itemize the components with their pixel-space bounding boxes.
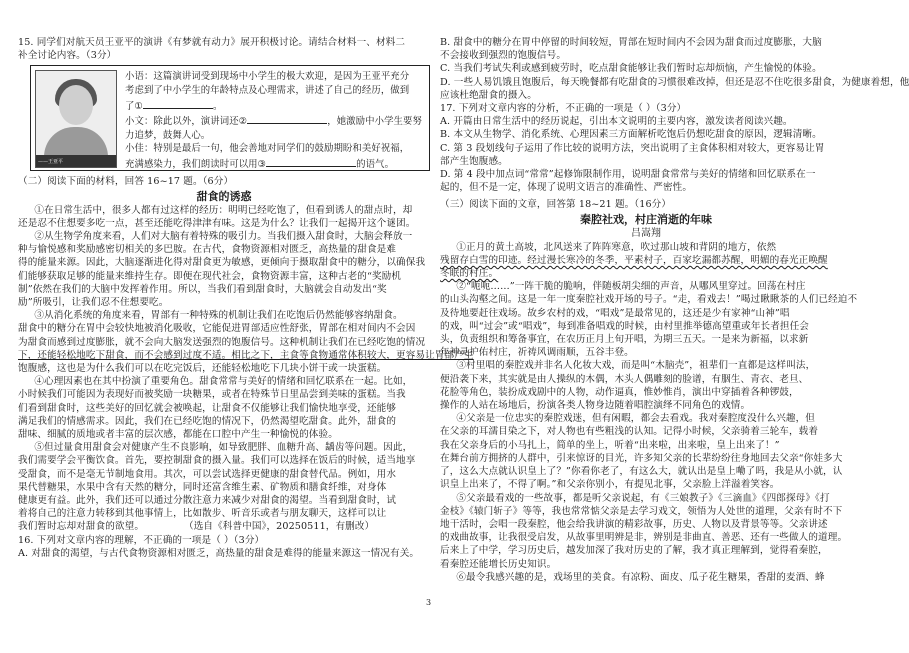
q16-option-b-cont: 不会接收到强烈的饱腹信号。 xyxy=(440,50,567,62)
paragraph-line: 健康更有益。此外，我们还可以通过分散注意力来减少对甜食的渴望。当看到甜食时，试 xyxy=(18,495,397,507)
q17-option-c-cont: 部产生饱腹感。 xyxy=(440,155,508,167)
paragraph-line: 为甜食而感到过度膨胀，就不会向大脑发送强烈的饱腹信号。这种机制让我们在已经吃饱的情况 xyxy=(18,336,426,348)
section3-heading: （三）阅读下面的文章，回答第 18~21 题。（16分） xyxy=(440,199,672,211)
q16-option-d: D. 一些人易饥饿且饱腹后，每天晚餐都有吃甜食的习惯很难改掉，但还是忍不住吃很多甜食，为健康着想，他 xyxy=(440,76,909,88)
article-author: 吕嵩翔 xyxy=(631,227,661,239)
paragraph-line: ⑤父亲最看戏的一些故事，都是听父亲说起，有《三娘教子》《三滴血》《四郎探母》《打 xyxy=(456,492,830,504)
paragraph-line: 头，负责组织和筹备事宜，在农历正月上旬开唱，为期三五天。一是来为新福，以求新 xyxy=(440,334,809,346)
paragraph-line: 操作的人站在场地后，扮演各类人物身边随着唱腔演绎不同角色的戏情。 xyxy=(440,400,751,412)
paragraph-line: 甜味、细腻的质地或者丰富的层次感，都能在口腔中产生一种愉悦的体验。 xyxy=(18,429,338,441)
right-column xyxy=(440,36,909,653)
paragraph-line: 励”所吸引，让我们忍不住想要吃。 xyxy=(18,297,169,309)
paragraph-line-last: 我们暂时忘却对甜食的欲望。 （选自《科普中国》，20250511，有删改） xyxy=(18,521,375,533)
paragraph-line: ③村里唱的秦腔戏并非名人化妆大戏，而是叫“木脑壳”，祖辈们一直都是这样叫法， xyxy=(456,360,816,372)
dialog-line: 小语：这篇演讲词受到现场中小学生的极大欢迎，是因为王亚平充分 xyxy=(125,71,410,83)
page-number: 3 xyxy=(426,598,432,607)
paragraph-line: 们看到甜食时，这些美好的回忆就会被唤起，让甜食不仅能够让我们愉快地享受，还能够 xyxy=(18,402,397,414)
paragraph-line: ⑥最令我感兴趣的是，戏场里的美食。有凉粉、面皮、瓜子花生糖果，香甜的麦酒、蜂 xyxy=(456,571,825,583)
paragraph-line: 着将自己的注意力转移到其他事情上，比如散步、听音乐或者与朋友聊天，这样可以让 xyxy=(18,508,387,520)
source-note: （选自《科普中国》，20250511，有删改） xyxy=(184,521,375,533)
dialog-line-blank2: 小文：除此以外，演讲词还② ，她激励中小学生要努 xyxy=(125,113,425,129)
paragraph-line: 满足我们的情感需求。因此，我们在已经吃饱的情况下，仍然渴望吃甜食。此外，甜食的 xyxy=(18,415,397,427)
q15-stem-cont: 补全讨论内容。（3分） xyxy=(18,50,117,62)
q16-option-b: B. 甜食中的糖分在胃中停留的时间较短，胃部在短时间内不会因为甜食而过度膨胀，大脑 xyxy=(440,37,822,48)
wavy-underlined-line: 残留存白雪的印迹。经过漫长寒冷的冬季，平素村子，百家圪漏都苏醒，明媚的春光正唤醒 xyxy=(440,254,828,266)
paragraph-line: ②从生物学角度来看，人们对大脑有着特殊的吸引力。当我们摄入甜食时，大脑会释放一 xyxy=(34,231,413,243)
paragraph-line: 了，这么大点就认识皇上了？”你看你老了，有这么大，就认出是皇上嘞了吗，我是从小就，认 xyxy=(440,466,843,478)
wavy-underlined-line: 冬眠的村庄。 xyxy=(440,268,499,280)
dialog-line: 力追梦，鼓舞人心。 xyxy=(125,129,211,141)
dialog-line-blank1: 了① 。 xyxy=(125,98,425,114)
q17-option-b: B. 本文从生物学、消化系统、心理因素三方面解析吃饱后仍想吃甜食的原因，逻辑清晰。 xyxy=(440,129,822,141)
q17-option-d-cont: 起的，但不是一定，体现了说明文语言的准确性、严密性。 xyxy=(440,182,693,194)
paragraph-line: 我们需要学会平衡饮食。首先，要控制甜食的摄入量。我们可以选择在饭后的时候，适当地享 xyxy=(18,455,416,467)
article-title: 甜食的诱惑 xyxy=(196,189,252,203)
paragraph-line: 甜食中的糖分在胃中会较快地被消化吸收，它能促进胃部适应性舒张，胃部在相对间内不会因 xyxy=(18,323,416,335)
paragraph-line: 的戏，叫“过会”或“唱戏”，每到准备唱戏的时候，由村里推举德高望重或年长者担任会 xyxy=(440,320,809,332)
paragraph-line: ②“呃呃……”一阵干脆的脆响，伴随板胡尖细的声音，从哪风里穿过。回荡在村庄 xyxy=(456,281,806,293)
dialog-line-blank3: 充满感染力，我们朗读时可以用③ 的语气。 xyxy=(125,156,425,172)
astronaut-portrait xyxy=(35,70,117,168)
paragraph-line: 受甜食，而不是毫无节制地食用。其次，可以尝试选择更健康的甜食替代品。例如，用水 xyxy=(18,468,397,480)
paragraph-line: 饱腹感，这也是为什么我们可以在吃完饭后，还能轻松地吃下几块小饼干或一块蛋糕。 xyxy=(18,363,387,375)
paragraph-line: ④心理因素也在其中扮演了重要角色。甜食常常与美好的情绪和回忆联系在一起。比如， xyxy=(34,376,413,388)
paragraph-line: 还是忍不住想要多吃一点，甚至还能吃得津津有味。这是为什么？让我们一起揭开这个谜团。 xyxy=(18,217,416,229)
q16-option-c: C. 当我们考试失利或感到疲劳时，吃点甜食能够让我们暂时忘却烦恼，产生愉悦的体验。 xyxy=(440,63,822,75)
paragraph-line: ⑤但过量食用甜食会对健康产生不良影响，如导致肥胖、血糖升高、龋齿等问题。因此， xyxy=(34,442,413,454)
paragraph-line: 金枝》《辕门斩子》等等，我也常常惦父亲是去学习戏文，领悟为人处世的道理，父亲有时不下 xyxy=(440,505,843,517)
paragraph-line: ③从消化系统的角度来看，胃部有一种特殊的机制让我们在吃饱后仍然能够容纳甜食。 xyxy=(34,310,403,322)
article-title: 秦腔社戏，村庄消逝的年味 xyxy=(580,212,712,226)
paragraph-line: 识皇上出来了，不得了啊。”和父亲你别小，有提见北事，父亲脸上洋溢着笑容。 xyxy=(440,479,780,491)
q17-option-d: D. 第 4 段中加点词“常常”起修饰限制作用，说明甜食常常与美好的情绪和回忆联系在一 xyxy=(440,169,816,181)
paragraph-line: 后来上了中学，学习历史后，越发加深了我对历史的了解，我才真正理解到，觉得看秦腔， xyxy=(440,545,828,557)
paragraph-line: 们能够获取足够的能量来维持生存。即便在现代社会，食物资源丰富，这种古老的“奖励机 xyxy=(18,270,402,282)
q15-dialog-box xyxy=(30,65,430,171)
paragraph-line: 得的能量来源。因此，大脑逐渐进化得对甜食更为敏感，更倾向于摄取甜食中的糖分，以确保我 xyxy=(18,257,426,269)
paragraph-line: 果代替糖果，水果中含有天然的糖分，同时还富含维生素、矿物质和膳食纤维，对身体 xyxy=(18,481,387,493)
dialog-line: 考虑到了中小学生的年龄特点及心理需求，讲述了自己的经历，做到 xyxy=(125,85,410,96)
paragraph-line: 便沿袭下来，其实就是由人操纵的木偶，木头人偶雕刻的脸谱，有胭生、青衣、老旦、 xyxy=(440,373,809,385)
paragraph-line: 我在父亲身后的小马扎上，简单的坐上，听着“出来啦，出来啦，皇上出来了！” xyxy=(440,439,780,451)
paragraph-line: 制”依然在我们的大脑中发挥着作用。所以，当我们看到甜食时，大脑就会自动发出“奖 xyxy=(18,283,387,295)
q17-option-a: A. 开篇由日常生活中的经历说起，引出本文说明的主要内容，激发读者阅读兴趣。 xyxy=(440,116,793,128)
portrait-caption: ——王亚平 xyxy=(38,159,64,166)
section2-heading: （二）阅读下面的材料，回答 16~17 题。（6分） xyxy=(18,176,234,188)
q15-dialog xyxy=(125,70,425,171)
q15-stem: 15. 同学们对航天员王亚平的演讲《有梦就有动力》展开积极讨论。请结合材料一、材料二 xyxy=(18,37,406,48)
answer-blank-1[interactable] xyxy=(143,98,213,109)
q17-option-c: C. 第 3 段划线句子运用了作比较的说明方法，突出说明了主食体积相对较大，更容易让胃 xyxy=(440,142,825,154)
paragraph-line: 花脸等角色，装扮成戏剧中的人物，动作逼真，惟妙惟肖，演出中穿插着各种锣鼓， xyxy=(440,386,799,398)
q16-option-d-cont: 应该杜绝甜食的摄入。 xyxy=(440,89,537,101)
paragraph-line: 年神灵护佑村庄，祈祷风调雨顺，五谷丰登。 xyxy=(440,347,634,359)
paragraph-line: 的戏曲故事，让我很受启发，从故事里明辨是非，辨别是非曲直、善恶、还有一些做人的道理。 xyxy=(440,532,848,544)
paragraph-line: 小时候我们可能因为表现好而被奖励一块糖果，或者在特殊节日里品尝到美味的蛋糕。当我 xyxy=(18,389,406,401)
answer-blank-2[interactable] xyxy=(247,113,327,124)
q16-option-a: A. 对甜食的渴望，与古代食物资源相对匮乏，高热量的甜食是难得的能量来源这一情况有关。 xyxy=(18,547,420,559)
paragraph-line: 种与愉悦感和奖励感密切相关的多巴胺。在古代，食物资源相对匮乏，高热量的甜食是难 xyxy=(18,244,397,256)
dialog-line: 小佳：特别是最后一句，他会善地对同学们的鼓励期盼和美好祝福， xyxy=(125,143,410,155)
paragraph-line: 在父亲的耳濡目染之下，对人物也有些粗浅的认知。记得小时候，父亲骑着三轮车，载着 xyxy=(440,426,819,438)
paragraph-line: 在舞台前方拥挤的人群中，引来惊讶的目光，许多知父亲的长辈纷纷往身地回去父亲“你娃多大 xyxy=(440,452,843,464)
paragraph-line: ①正月的黄土高坡，北风送来了阵阵寒意，吹过那山坡和背阴的地方，依然 xyxy=(456,241,777,253)
paragraph-line: 看秦腔还能增长历史知识。 xyxy=(440,558,557,570)
paragraph-line: ①在日常生活中，很多人都有过这样的经历：明明已经吃饱了，但看到诱人的甜点时，却 xyxy=(34,204,413,216)
answer-blank-3[interactable] xyxy=(266,156,356,167)
paragraph-line: 的山头沟壑之间。这是一年一度秦腔社戏开场的号子。“走，看戏去！”喝过瞅瞅茶的人们已经迫不 xyxy=(440,294,858,306)
paragraph-line: 地干活时，会唱一段秦腔，他会给我讲演的精彩故事，历史、人物以及背景等等。父亲讲述 xyxy=(440,518,828,530)
paragraph-line: 及待地要赶往戏场。故乡农村的戏，“唱戏”是最常见的，这还是少有家神“山神”唱 xyxy=(440,307,790,319)
underlined-sentence: 下，还能轻松地吃下甜食，而不会感到过度不适。相比之下，主食等食物通常体积较大，更容易让胃部产生 xyxy=(18,349,474,361)
paragraph-line: ④父亲是一位忠实的秦腔戏迷，但有闲暇，都会去看戏。我对秦腔度没什么兴趣，但 xyxy=(456,413,815,425)
q16-stem: 16. 下列对文章内容的理解，不正确的一项是（ ）（3分） xyxy=(18,534,265,546)
q17-stem: 17. 下列对文章内容的分析，不正确的一项是（ ）（3分） xyxy=(440,103,687,115)
